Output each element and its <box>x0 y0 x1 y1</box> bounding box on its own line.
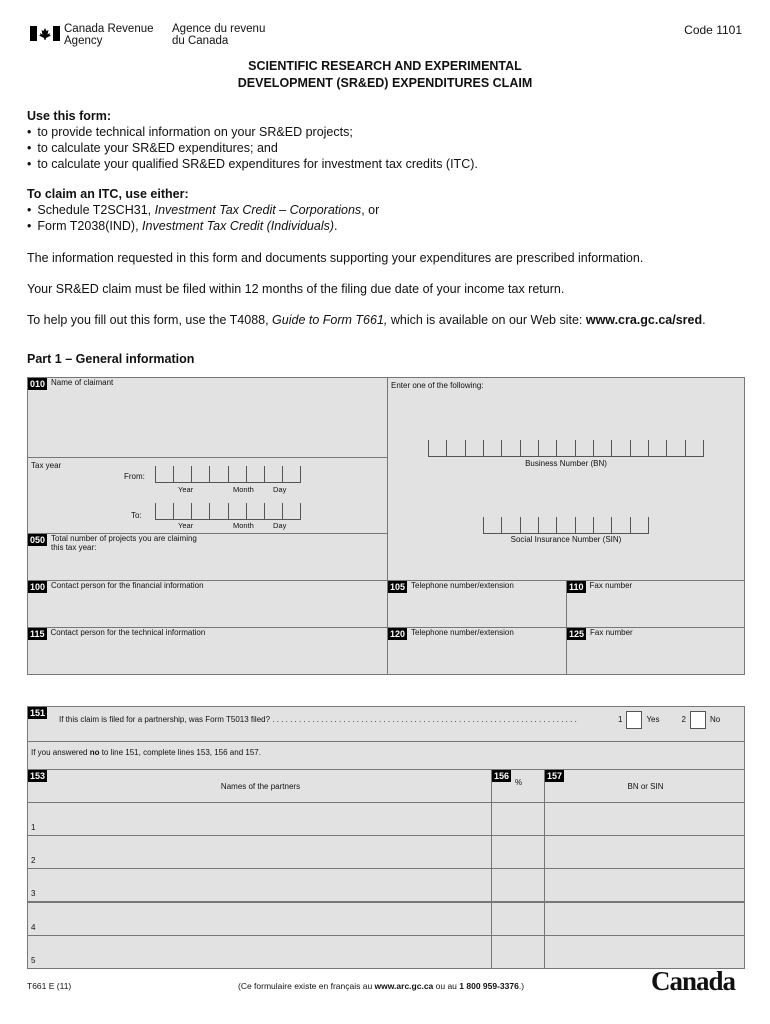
financial-contact-field[interactable]: 100 Contact person for the financial information <box>27 580 388 628</box>
no-checkbox[interactable] <box>690 711 706 729</box>
project-count-field[interactable]: 050 Total number of projects you are claiming this tax year: <box>27 533 388 581</box>
partner-percent-input[interactable] <box>491 802 545 836</box>
partner-bn-input[interactable] <box>544 868 745 902</box>
partner-percent-input[interactable] <box>491 902 545 936</box>
partner-percent-header: 156% <box>491 769 545 803</box>
financial-fax-field[interactable]: 110 Fax number <box>566 580 745 628</box>
prescribed-info-text: The information requested in this form and documents supporting your expenditures are prescribed information. <box>27 251 644 265</box>
agency-name-en: Canada Revenue Agency <box>64 23 154 47</box>
partner-percent-input[interactable] <box>491 835 545 869</box>
partner-bn-input[interactable] <box>544 802 745 836</box>
technical-phone-field[interactable]: 120 Telephone number/extension <box>387 627 567 675</box>
technical-fax-field[interactable]: 125 Fax number <box>566 627 745 675</box>
guide-text: To help you fill out this form, use the T4088, Guide to Form T661, which is available on our Web site: www.cra.gc.ca/sred. <box>27 313 706 327</box>
partner-name-input[interactable]: 1 <box>27 802 492 836</box>
tax-year-field: Tax year From: Year Month Day To: Year Month Day <box>27 457 388 534</box>
partner-name-input[interactable]: 2 <box>27 835 492 869</box>
bn-sin-field: Enter one of the following: Business Number (BN) Social Insurance Number (SIN) <box>387 377 745 581</box>
sin-input[interactable] <box>483 517 649 534</box>
business-number-input[interactable] <box>428 440 704 457</box>
partner-bn-input[interactable] <box>544 935 745 969</box>
agency-name-fr: Agence du revenu du Canada <box>172 23 266 47</box>
filing-deadline-text: Your SR&ED claim must be filed within 12 months of the filing due date of your income tax return. <box>27 282 565 296</box>
partner-percent-input[interactable] <box>491 868 545 902</box>
canada-wordmark: Canada <box>651 966 736 996</box>
partner-bn-input[interactable] <box>544 902 745 936</box>
tax-year-to-input[interactable] <box>155 503 301 520</box>
canada-flag-icon <box>30 26 60 46</box>
partner-name-input[interactable]: 5 <box>27 935 492 969</box>
claim-itc-section: To claim an ITC, use either: • Schedule T2SCH31, Investment Tax Credit – Corporations, or • Form T2038(IND), Investment Tax Credit (Individuals). <box>27 186 379 234</box>
partner-name-input[interactable]: 3 <box>27 868 492 902</box>
form-id: T661 E (11) <box>27 981 72 991</box>
tax-year-from-input[interactable] <box>155 466 301 483</box>
claimant-name-field[interactable]: 010 Name of claimant <box>27 377 388 458</box>
french-version-note: (Ce formulaire existe en français au www.arc.gc.ca ou au 1 800 959-3376.) <box>238 981 525 991</box>
yes-checkbox[interactable] <box>626 711 642 729</box>
financial-phone-field[interactable]: 105 Telephone number/extension <box>387 580 567 628</box>
partner-bn-input[interactable] <box>544 835 745 869</box>
part1-heading: Part 1 – General information <box>27 352 195 366</box>
use-form-section: Use this form: • to provide technical information on your SR&ED projects; • to calculate your SR&ED expenditures; and • to calculate your qualified SR&ED expenditures for investment tax credits (ITC). <box>27 108 478 172</box>
partner-percent-input[interactable] <box>491 935 545 969</box>
form-title: SCIENTIFIC RESEARCH AND EXPERIMENTAL DEVELOPMENT (SR&ED) EXPENDITURES CLAIM <box>237 59 533 90</box>
partners-instruction: If you answered no to line 151, complete lines 153, 156 and 157. <box>27 741 745 770</box>
website-link[interactable]: www.cra.gc.ca/sred <box>585 313 703 327</box>
partnership-question: 151 If this claim is filed for a partnership, was Form T5013 filed? . . . . . . . . . . . . . . . . . . . . . . . . . . . . . . . . . . . . . . . . . . . . . . . . . . . . . . . . . . . . . . . . . . . . . 1 Yes 2 No <box>27 706 745 742</box>
partner-name-input[interactable]: 4 <box>27 902 492 936</box>
partner-bn-header: 157 BN or SIN <box>544 769 745 803</box>
form-code: Code 1101 <box>684 23 742 37</box>
partner-names-header: 153 Names of the partners <box>27 769 492 803</box>
technical-contact-field[interactable]: 115 Contact person for the technical information <box>27 627 388 675</box>
